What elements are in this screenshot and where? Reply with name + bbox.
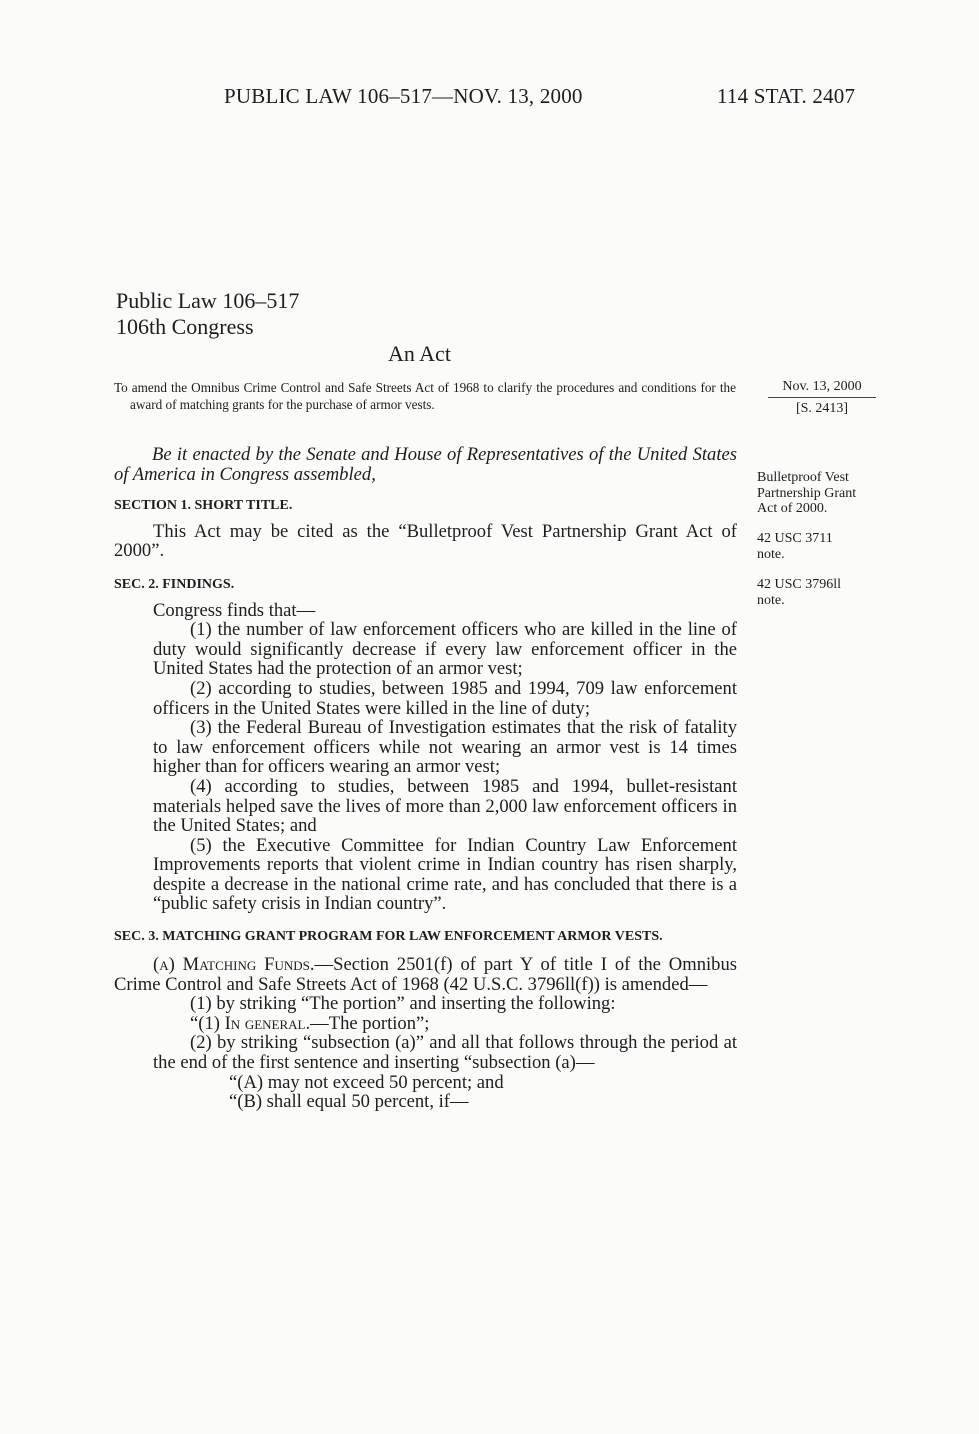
date-rule — [768, 397, 876, 398]
margin-note-usc-1: 42 USC 3711 note. — [757, 531, 833, 562]
purpose-statement: To amend the Omnibus Crime Control and Safe Streets Act of 1968 to clarify the procedures and conditions for the award of matching grants for the purchase of armor vests. — [114, 380, 736, 412]
quote-label: In general. — [224, 1012, 311, 1034]
public-law-number: Public Law 106–517 — [116, 288, 300, 313]
finding-4: (4) according to studies, between 1985 and 1994, bullet-resistant materials helped save the lives of more than 2,000 law enforcement officers in the United States; and — [153, 775, 737, 837]
section-1-heading: SECTION 1. SHORT TITLE. — [114, 498, 293, 514]
finding-2: (2) according to studies, between 1985 and 1994, 709 law enforcement officers in the United States were killed in the line of duty; — [153, 677, 737, 719]
enactment-date: Nov. 13, 2000 — [782, 379, 862, 394]
act-body — [114, 445, 737, 1112]
running-header-page: 114 STAT. 2407 — [717, 84, 856, 108]
finding-1: (1) the number of law enforcement officers who are killed in the line of duty would significantly decrease if every law enforcement officer in the United States had the protection of an armor vest; — [153, 619, 737, 680]
margin-note-short-title: Bulletproof Vest Partnership Grant Act of 2000. — [757, 470, 857, 516]
subsection-a-label: (a) Matching Funds. — [153, 954, 315, 976]
amendment-2-quote-b: “(B) shall equal 50 percent, if— — [229, 1091, 469, 1113]
section-3-subsection-a — [114, 955, 737, 994]
section-3-heading: SEC. 3. MATCHING GRANT PROGRAM FOR LAW ENFORCEMENT ARMOR VESTS. — [114, 929, 663, 945]
quote-open: “(1) — [190, 1012, 225, 1034]
finding-3: (3) the Federal Bureau of Investigation estimates that the risk of fatality to law enforcement officers while not wearing an armor vest is 14 times higher than for officers wearing an armor vest; — [153, 717, 737, 778]
finding-5: (5) the Executive Committee for Indian Country Law Enforcement Improvements reports that violent crime in Indian country has risen sharply, despite a decrease in the national crime rate, and has concluded that there is a “public safety crisis in Indian country”. — [153, 834, 737, 915]
running-header-left: PUBLIC LAW 106–517—NOV. 13, 2000 — [224, 84, 583, 108]
amendment-2-quote-a: “(A) may not exceed 50 percent; and — [229, 1071, 504, 1093]
amendment-2: (2) by striking “subsection (a)” and all that follows through the period at the end of the first sentence and inserting “subsection (a)— — [153, 1032, 737, 1074]
act-title: An Act — [388, 341, 451, 366]
enacting-clause: Be it enacted by the Senate and House of Representatives of the United States of America in Congress assembled, — [114, 444, 737, 485]
congress-number: 106th Congress — [116, 314, 254, 339]
subsection-a-text: —Section 2501(f) of part Y of title I of the Omnibus Crime Control and Safe Streets Act of 1968 (42 U.S.C. 3796ll(f)) is amended— — [114, 954, 737, 995]
margin-note-usc-2: 42 USC 3796ll note. — [757, 577, 842, 608]
quote-rest: —The portion”; — [310, 1012, 430, 1034]
amendment-1: (1) by striking “The portion” and inserting the following: — [190, 993, 616, 1015]
section-2-heading: SEC. 2. FINDINGS. — [114, 576, 235, 592]
section-1-text: This Act may be cited as the “Bulletproof Vest Partnership Grant Act of 2000”. — [114, 520, 737, 562]
bill-number: [S. 2413] — [795, 401, 849, 416]
section-2-intro: Congress finds that— — [153, 599, 316, 621]
amendment-1-quote — [114, 1014, 737, 1034]
date-block — [768, 379, 876, 417]
